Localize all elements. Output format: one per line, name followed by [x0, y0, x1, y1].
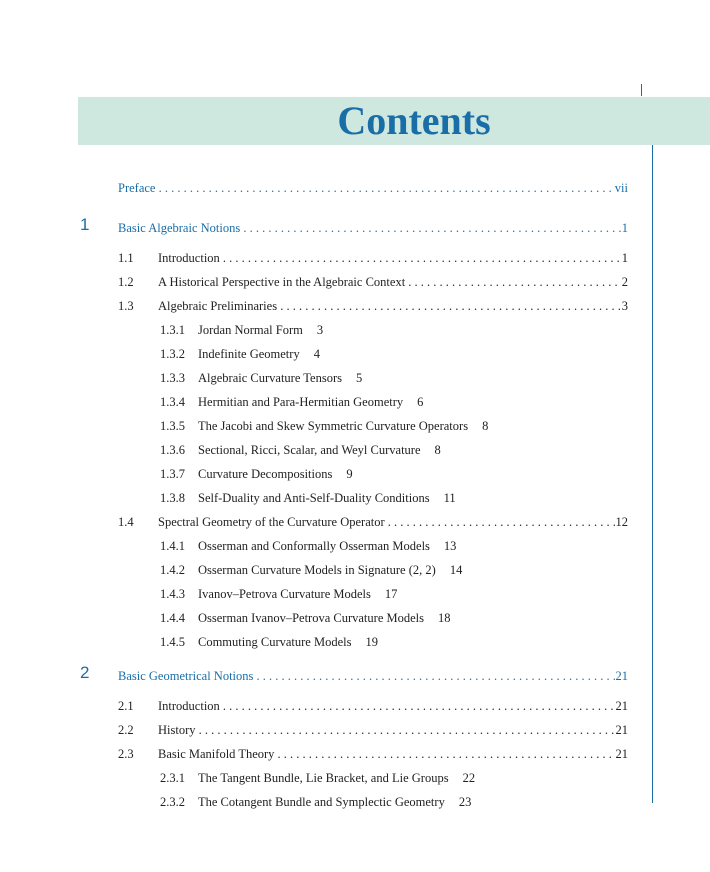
toc-entry-label: History . . . [158, 722, 615, 738]
toc-entry-label: Spectral Geometry of the Curvature Operator . . . [158, 514, 615, 530]
toc-entry-page: 8 [482, 419, 489, 433]
chapter-number: 2 [80, 663, 90, 682]
toc-entry-label: Basic Geometrical Notions . . . [118, 668, 615, 684]
toc-entry-label: Jordan Normal Form [198, 323, 303, 337]
subsection-number: 1.3.7 [160, 467, 185, 481]
toc-entry-page: 14 [449, 563, 463, 577]
subsection-number: 1.3.1 [160, 323, 185, 337]
toc-entry-section[interactable] [158, 698, 628, 714]
toc-entry-chapter[interactable] [118, 220, 628, 236]
toc-entry-page: 21 [615, 747, 628, 761]
section-number: 2.2 [118, 723, 134, 737]
toc-entry-page: 5 [356, 371, 363, 385]
toc-entry-section[interactable] [158, 298, 628, 314]
subsection-number: 2.3.2 [160, 795, 185, 809]
section-number: 2.1 [118, 699, 134, 713]
subsection-number: 1.4.2 [160, 563, 185, 577]
toc-entry-subsection[interactable] [160, 442, 441, 458]
toc-entry-label: Algebraic Curvature Tensors [198, 371, 342, 385]
toc-entry-subsection[interactable] [160, 794, 471, 810]
toc-entry-subsection[interactable] [160, 490, 456, 506]
toc-entry-page: 3 [621, 299, 628, 313]
toc-entry-chapter[interactable] [118, 668, 628, 684]
subsection-number: 1.3.5 [160, 419, 185, 433]
toc-entry-label: Preface . . . [118, 180, 614, 196]
toc-entry-label: Osserman and Conformally Osserman Models [198, 539, 430, 553]
toc-entry-page: 22 [462, 771, 476, 785]
toc-entry-subsection[interactable] [160, 418, 488, 434]
toc-entry-label: A Historical Perspective in the Algebraic Context . . . [158, 274, 621, 290]
toc-entry-label: Introduction . . . [158, 250, 621, 266]
toc-entry-page: 9 [346, 467, 353, 481]
toc-entry-subsection[interactable] [160, 586, 397, 602]
contents-header-band [78, 97, 710, 145]
toc-entry-label: Basic Algebraic Notions . . . [118, 220, 621, 236]
toc-entry-label: The Tangent Bundle, Lie Bracket, and Lie Groups [198, 771, 449, 785]
toc-entry-label: Hermitian and Para-Hermitian Geometry [198, 395, 404, 409]
toc-entry-page: 3 [316, 323, 324, 337]
toc-entry-page: 4 [313, 347, 320, 361]
subsection-number: 1.3.3 [160, 371, 185, 385]
subsection-number: 1.3.2 [160, 347, 185, 361]
toc-entry-section[interactable] [158, 722, 628, 738]
toc-entry-subsection[interactable] [160, 538, 456, 554]
toc-entry-label: The Jacobi and Skew Symmetric Curvature Operators [198, 419, 469, 433]
toc-entry-page: 23 [458, 795, 472, 809]
toc-entry-page: 1 [621, 221, 628, 235]
section-number: 2.3 [118, 747, 134, 761]
chapter-number: 1 [80, 215, 90, 234]
margin-rule-top [641, 84, 642, 96]
toc-entry-subsection[interactable] [160, 322, 323, 338]
subsection-number: 1.3.6 [160, 443, 185, 457]
toc-entry-page: 2 [621, 275, 628, 289]
toc-entry-page: 19 [365, 635, 378, 649]
toc-entry-page: 18 [438, 611, 451, 625]
toc-entry-section[interactable] [158, 250, 628, 266]
toc-entry-label: Osserman Ivanov–Petrova Curvature Models [198, 611, 424, 625]
section-number: 1.2 [118, 275, 134, 289]
margin-rule [652, 145, 653, 803]
section-number: 1.3 [118, 299, 134, 313]
toc-entry-label: Commuting Curvature Models [198, 635, 352, 649]
subsection-number: 1.4.3 [160, 587, 185, 601]
toc-entry-label: Sectional, Ricci, Scalar, and Weyl Curvature [198, 443, 421, 457]
subsection-number: 2.3.1 [160, 771, 185, 785]
page-title: Contents [337, 98, 491, 143]
toc-entry-label: Ivanov–Petrova Curvature Models [198, 587, 371, 601]
toc-entry-label: Indefinite Geometry [198, 347, 300, 361]
toc-entry-label: Curvature Decompositions [198, 467, 333, 481]
toc-entry-label: Introduction . . . [158, 698, 615, 714]
section-number: 1.4 [118, 515, 134, 529]
toc-entry-page: 6 [417, 395, 424, 409]
toc-entry-subsection[interactable] [160, 610, 451, 626]
toc-entry-subsection[interactable] [160, 562, 462, 578]
toc-entry-page: 13 [443, 539, 457, 553]
toc-entry-page: 21 [615, 669, 628, 683]
toc-entry-page: 21 [615, 699, 628, 713]
toc-entry-subsection[interactable] [160, 634, 378, 650]
toc-entry-label: The Cotangent Bundle and Symplectic Geometry [198, 795, 445, 809]
toc-entry-subsection[interactable] [160, 770, 475, 786]
toc-entry-page: 12 [615, 515, 628, 529]
toc-entry-page: vii [614, 181, 628, 195]
toc-entry-page: 17 [384, 587, 398, 601]
toc-entry-label: Algebraic Preliminaries . . . [158, 298, 621, 314]
toc-entry-subsection[interactable] [160, 394, 423, 410]
subsection-number: 1.3.4 [160, 395, 185, 409]
toc-entry-label: Basic Manifold Theory . . . [158, 746, 615, 762]
toc-entry-subsection[interactable] [160, 370, 362, 386]
subsection-number: 1.3.8 [160, 491, 185, 505]
toc-entry-page: 11 [443, 491, 456, 505]
toc-entry-page: 21 [615, 723, 628, 737]
toc-entry-subsection[interactable] [160, 466, 353, 482]
toc-entry-page: 8 [434, 443, 441, 457]
subsection-number: 1.4.5 [160, 635, 185, 649]
subsection-number: 1.4.1 [160, 539, 185, 553]
subsection-number: 1.4.4 [160, 611, 185, 625]
section-number: 1.1 [118, 251, 134, 265]
toc-entry-page: 1 [621, 251, 628, 265]
toc-entry-section[interactable] [158, 274, 628, 290]
toc-entry-preface[interactable] [118, 180, 628, 196]
toc-entry-section[interactable] [158, 514, 628, 530]
toc-entry-label: Osserman Curvature Models in Signature (2, 2) [198, 563, 436, 577]
toc-entry-label: Self-Duality and Anti-Self-Duality Conditions [198, 491, 430, 505]
toc-entry-subsection[interactable] [160, 346, 320, 362]
toc-entry-section[interactable] [158, 746, 628, 762]
